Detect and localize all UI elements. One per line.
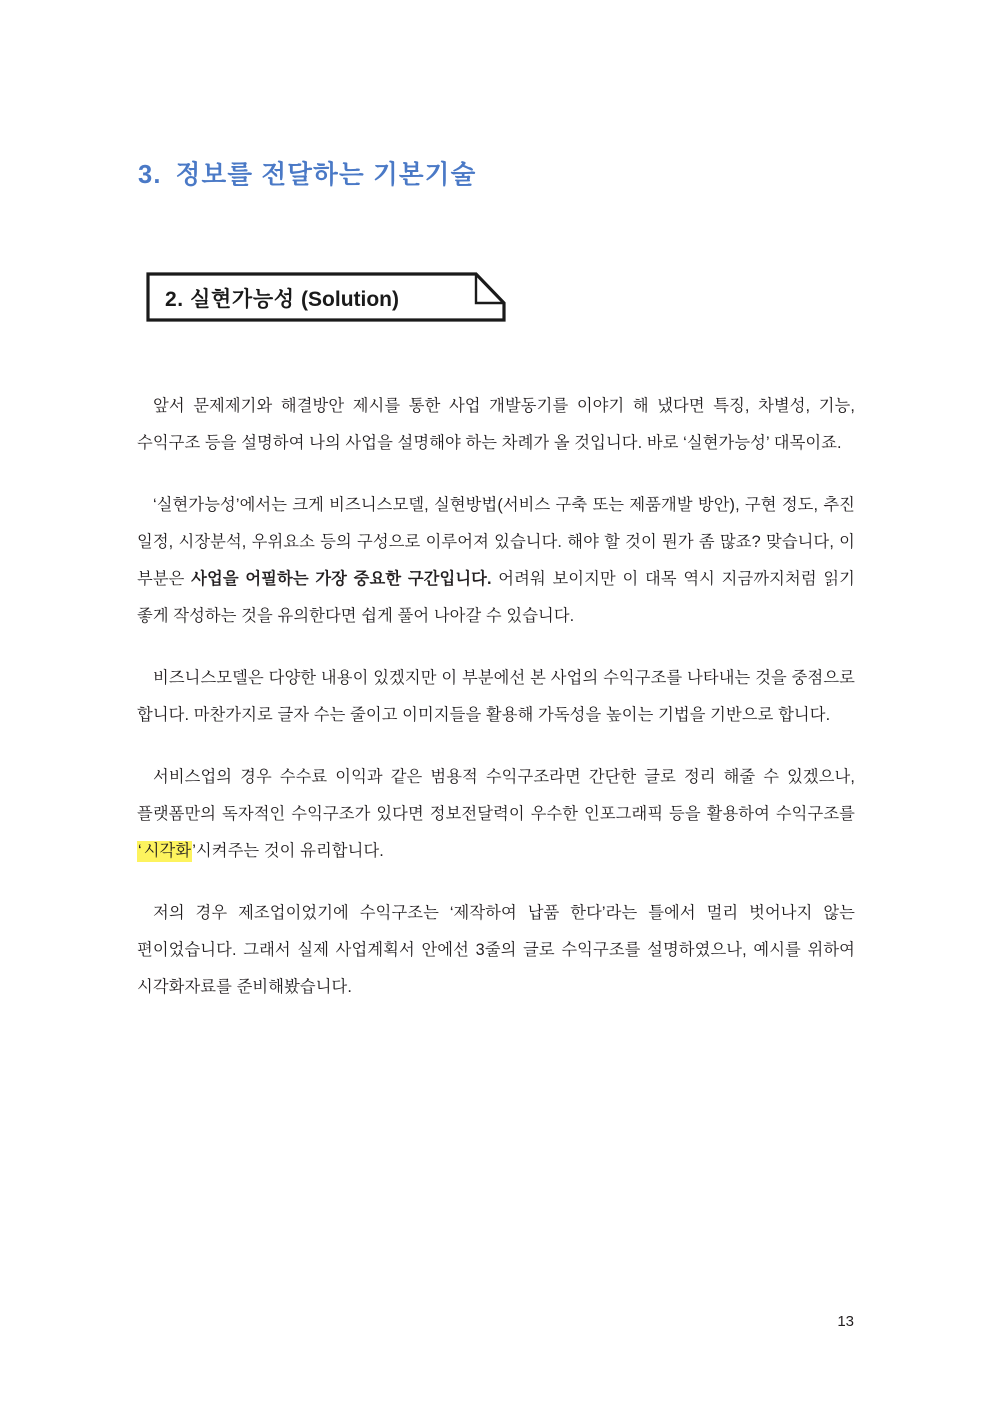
- section-tag-title-en: (Solution): [301, 288, 399, 311]
- paragraph-4-highlight: 시각화: [143, 842, 192, 860]
- body-copy: [137, 388, 855, 1006]
- chapter-heading: [138, 155, 476, 191]
- section-tag-label: [165, 283, 399, 313]
- paragraph-5-text: 저의 경우 제조업이었기에 수익구조는 ‘제작하여 납품 한다’라는 틀에서 멀리 벗어나지 않는 편이었습니다. 그래서 실제 사업계획서 안에선 3줄의 글로 수익구조를 설명하였으나, 예시를 위하여 시각화자료를 준비해봤습니다.: [137, 904, 855, 996]
- paragraph-4-text: 서비스업의 경우 수수료 이익과 같은 범용적 수익구조라면 간단한 글로 정리 해줄 수 있겠으나, 플랫폼만의 독자적인 수익구조가 있다면 정보전달력이 우수한 인포그래픽 등을 활용하여 수익구조를: [137, 768, 855, 823]
- paragraph-3-text: 비즈니스모델은 다양한 내용이 있겠지만 이 부분에선 본 사업의 수익구조를 나타내는 것을 중점으로 합니다. 마찬가지로 글자 수는 줄이고 이미지들을 활용해 가독성을 높이는 기법을 기반으로 합니다.: [137, 669, 855, 724]
- paragraph-5: [137, 895, 855, 1006]
- paragraph-2-text: ‘실현가능성’에서는 크게 비즈니스모델, 실현방법(서비스 구축 또는 제품개발 방안), 구현 정도, 추진 일정, 시장분석, 우위요소 등의 구성으로 이루어져 있습니다. 해야 할 것이 뭔가 좀 많죠? 맞습니다, 이 부분은: [137, 496, 855, 588]
- section-tag-title: 실현가능성: [190, 288, 295, 311]
- paragraph-1: [137, 388, 855, 462]
- chapter-title: 정보를 전달하는 기본기술: [175, 161, 477, 189]
- paragraph-2-tail: 어려워 보이지만 이 대목 역시 지금까지처럼 읽기 좋게 작성하는 것을 유의한다면 쉽게 풀어 나아갈 수 있습니다.: [137, 570, 855, 625]
- paragraph-3: [137, 660, 855, 734]
- paragraph-2: [137, 487, 855, 635]
- paragraph-2-bold: 사업을 어필하는 가장 중요한 구간입니다.: [191, 570, 492, 588]
- paragraph-4-tail: ’시켜주는 것이 유리합니다.: [192, 842, 384, 860]
- section-tag-number: 2.: [165, 288, 184, 311]
- page-number: 13: [837, 1313, 854, 1330]
- paragraph-4-highlight-quote: ‘: [138, 842, 142, 860]
- paragraph-1-text: 앞서 문제제기와 해결방안 제시를 통한 사업 개발동기를 이야기 해 냈다면 특징, 차별성, 기능, 수익구조 등을 설명하여 나의 사업을 설명해야 하는 차례가 올 것입니다. 바로 ‘실현가능성’ 대목이죠.: [137, 397, 855, 452]
- chapter-number: 3.: [138, 161, 162, 189]
- section-tag: [146, 272, 506, 322]
- paragraph-4: [137, 759, 855, 870]
